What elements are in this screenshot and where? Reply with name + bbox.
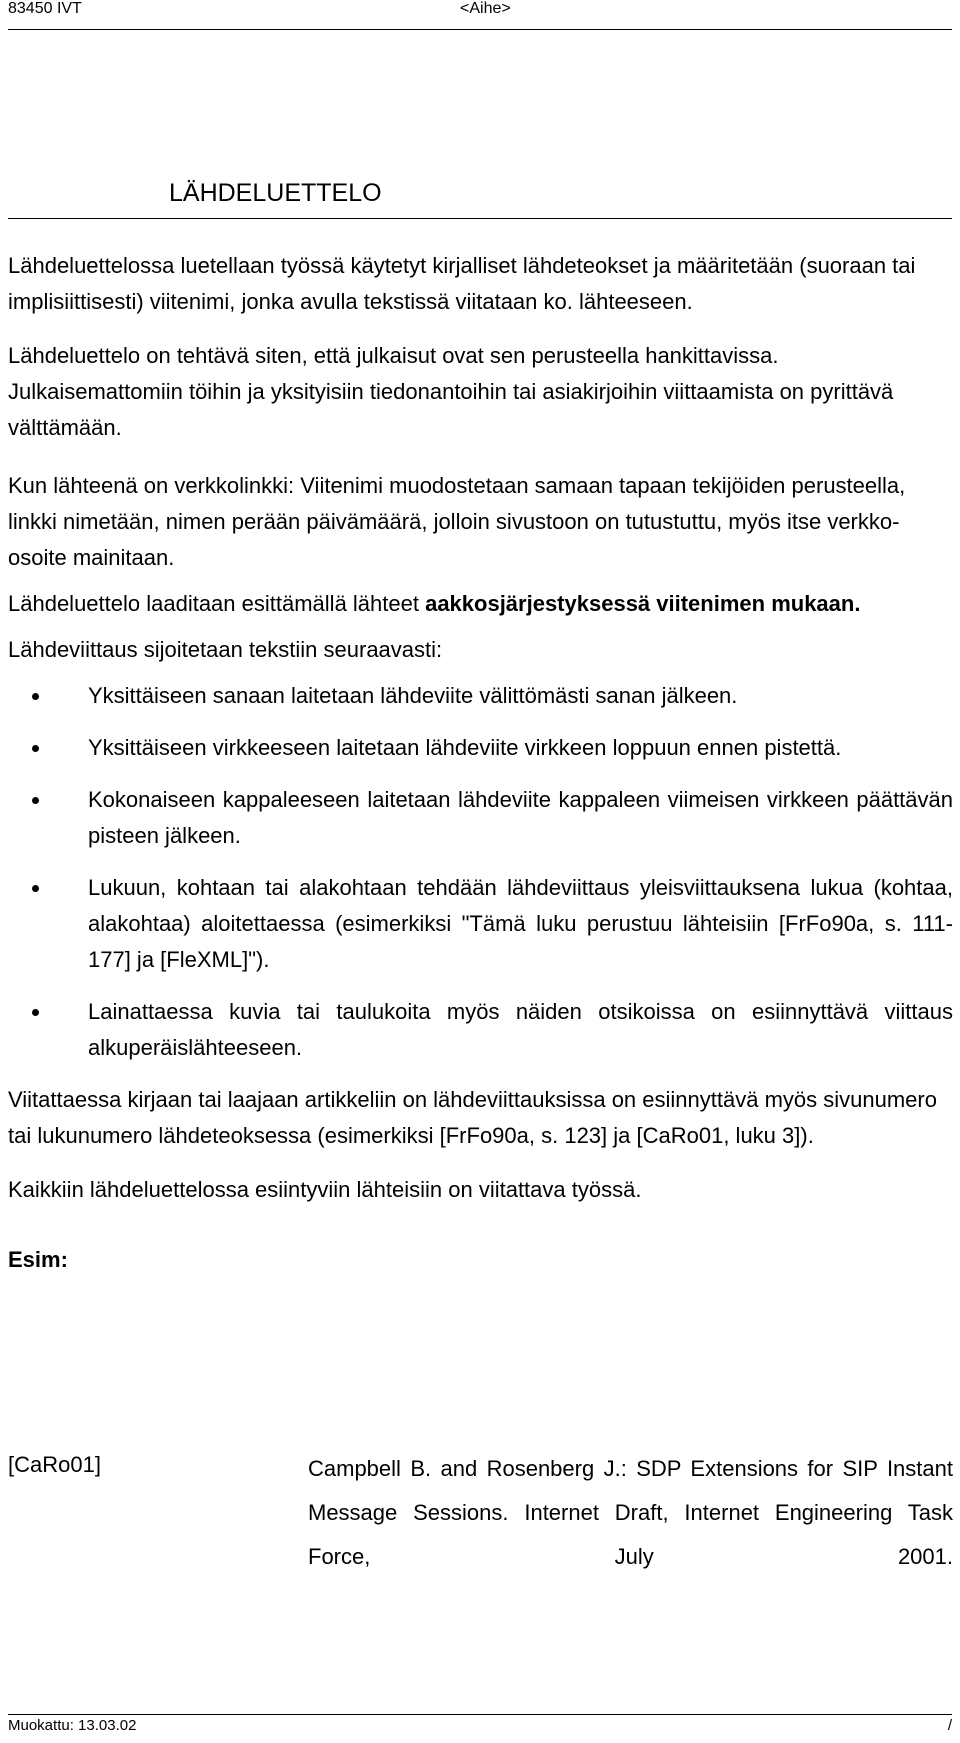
- order-emphasis: aakkosjärjestyksessä viitenimen mukaan.: [425, 591, 861, 616]
- paragraph-order: [8, 586, 953, 622]
- header-topic: <Aihe>: [460, 0, 511, 17]
- paragraph-closing: Kaikkiin lähdeluettelossa esiintyviin lähteisiin on viitattava työssä.: [8, 1177, 642, 1202]
- paragraph-list-intro: Lähdeviittaus sijoitetaan tekstiin seuraavasti:: [8, 637, 443, 662]
- paragraph-weblink: Kun lähteenä on verkkolinkki: Viitenimi muodostetaan samaan tapaan tekijöiden perusteella, linkki nimetään, nimen perään päivämäärä, jolloin sivustoon on tutustuttu, myös itse verkko-osoite mainitaan.: [8, 473, 906, 570]
- page-header: [8, 0, 952, 30]
- citation-rules-list: [8, 678, 953, 1066]
- title-section: [8, 175, 952, 219]
- header-course-code: 83450 IVT: [8, 0, 82, 17]
- reference-text: Campbell B. and Rosenberg J.: SDP Extensions for SIP Instant Message Sessions. Internet Draft, Internet Engineering Task Force, July 2001.: [308, 1456, 953, 1569]
- document-body: [8, 248, 953, 1278]
- reference-key: [CaRo01]: [8, 1452, 101, 1477]
- page-title: LÄHDELUETTELO: [169, 179, 382, 207]
- paragraph-page-numbers: Viitattaessa kirjaan tai laajaan artikkeliin on lähdeviittauksissa on esiinnyttävä myös sivunumero tai lukunumero lähdeteoksessa (esimerkiksi [FrFo90a, s. 123] ja [CaRo01, luku 3]).: [8, 1087, 937, 1148]
- order-text: Lähdeluettelo laaditaan esittämällä lähteet: [8, 591, 426, 616]
- page-footer: [8, 1714, 952, 1734]
- list-item: Kokonaiseen kappaleeseen laitetaan lähdeviite kappaleen viimeisen virkkeen päättävän pisteen jälkeen.: [8, 782, 953, 854]
- list-item: Lukuun, kohtaan tai alakohtaan tehdään lähdeviittaus yleisviittauksena lukua (kohtaa, alakohtaa) aloitettaessa (esimerkiksi "Tämä luku perustuu lähteisiin [FrFo90a, s. 111-177] ja [FleXML]").: [8, 870, 953, 978]
- paragraph-intro: Lähdeluettelossa luetellaan työssä käytetyt kirjalliset lähdeteokset ja määritetään (suoraan tai implisiittisesti) viitenimi, jonka avulla tekstissä viitataan ko. lähteeseen.: [8, 253, 916, 314]
- footer-page: /: [947, 1717, 952, 1734]
- list-item: Lainattaessa kuvia tai taulukoita myös näiden otsikoissa on esiinnyttävä viittaus alkuperäislähteeseen.: [8, 994, 953, 1066]
- list-item: Yksittäiseen sanaan laitetaan lähdeviite välittömästi sanan jälkeen.: [8, 678, 953, 714]
- list-item: Yksittäiseen virkkeeseen laitetaan lähdeviite virkkeen loppuun ennen pistettä.: [8, 730, 953, 766]
- paragraph-availability: Lähdeluettelo on tehtävä siten, että julkaisut ovat sen perusteella hankittavissa. Julkaisemattomiin töihin ja yksityisiin tiedonantoihin tai asiakirjoihin viittaamista on pyrittävä välttämään.: [8, 343, 894, 440]
- footer-modified: Muokattu: 13.03.02: [8, 1717, 137, 1734]
- example-label: Esim:: [8, 1247, 68, 1272]
